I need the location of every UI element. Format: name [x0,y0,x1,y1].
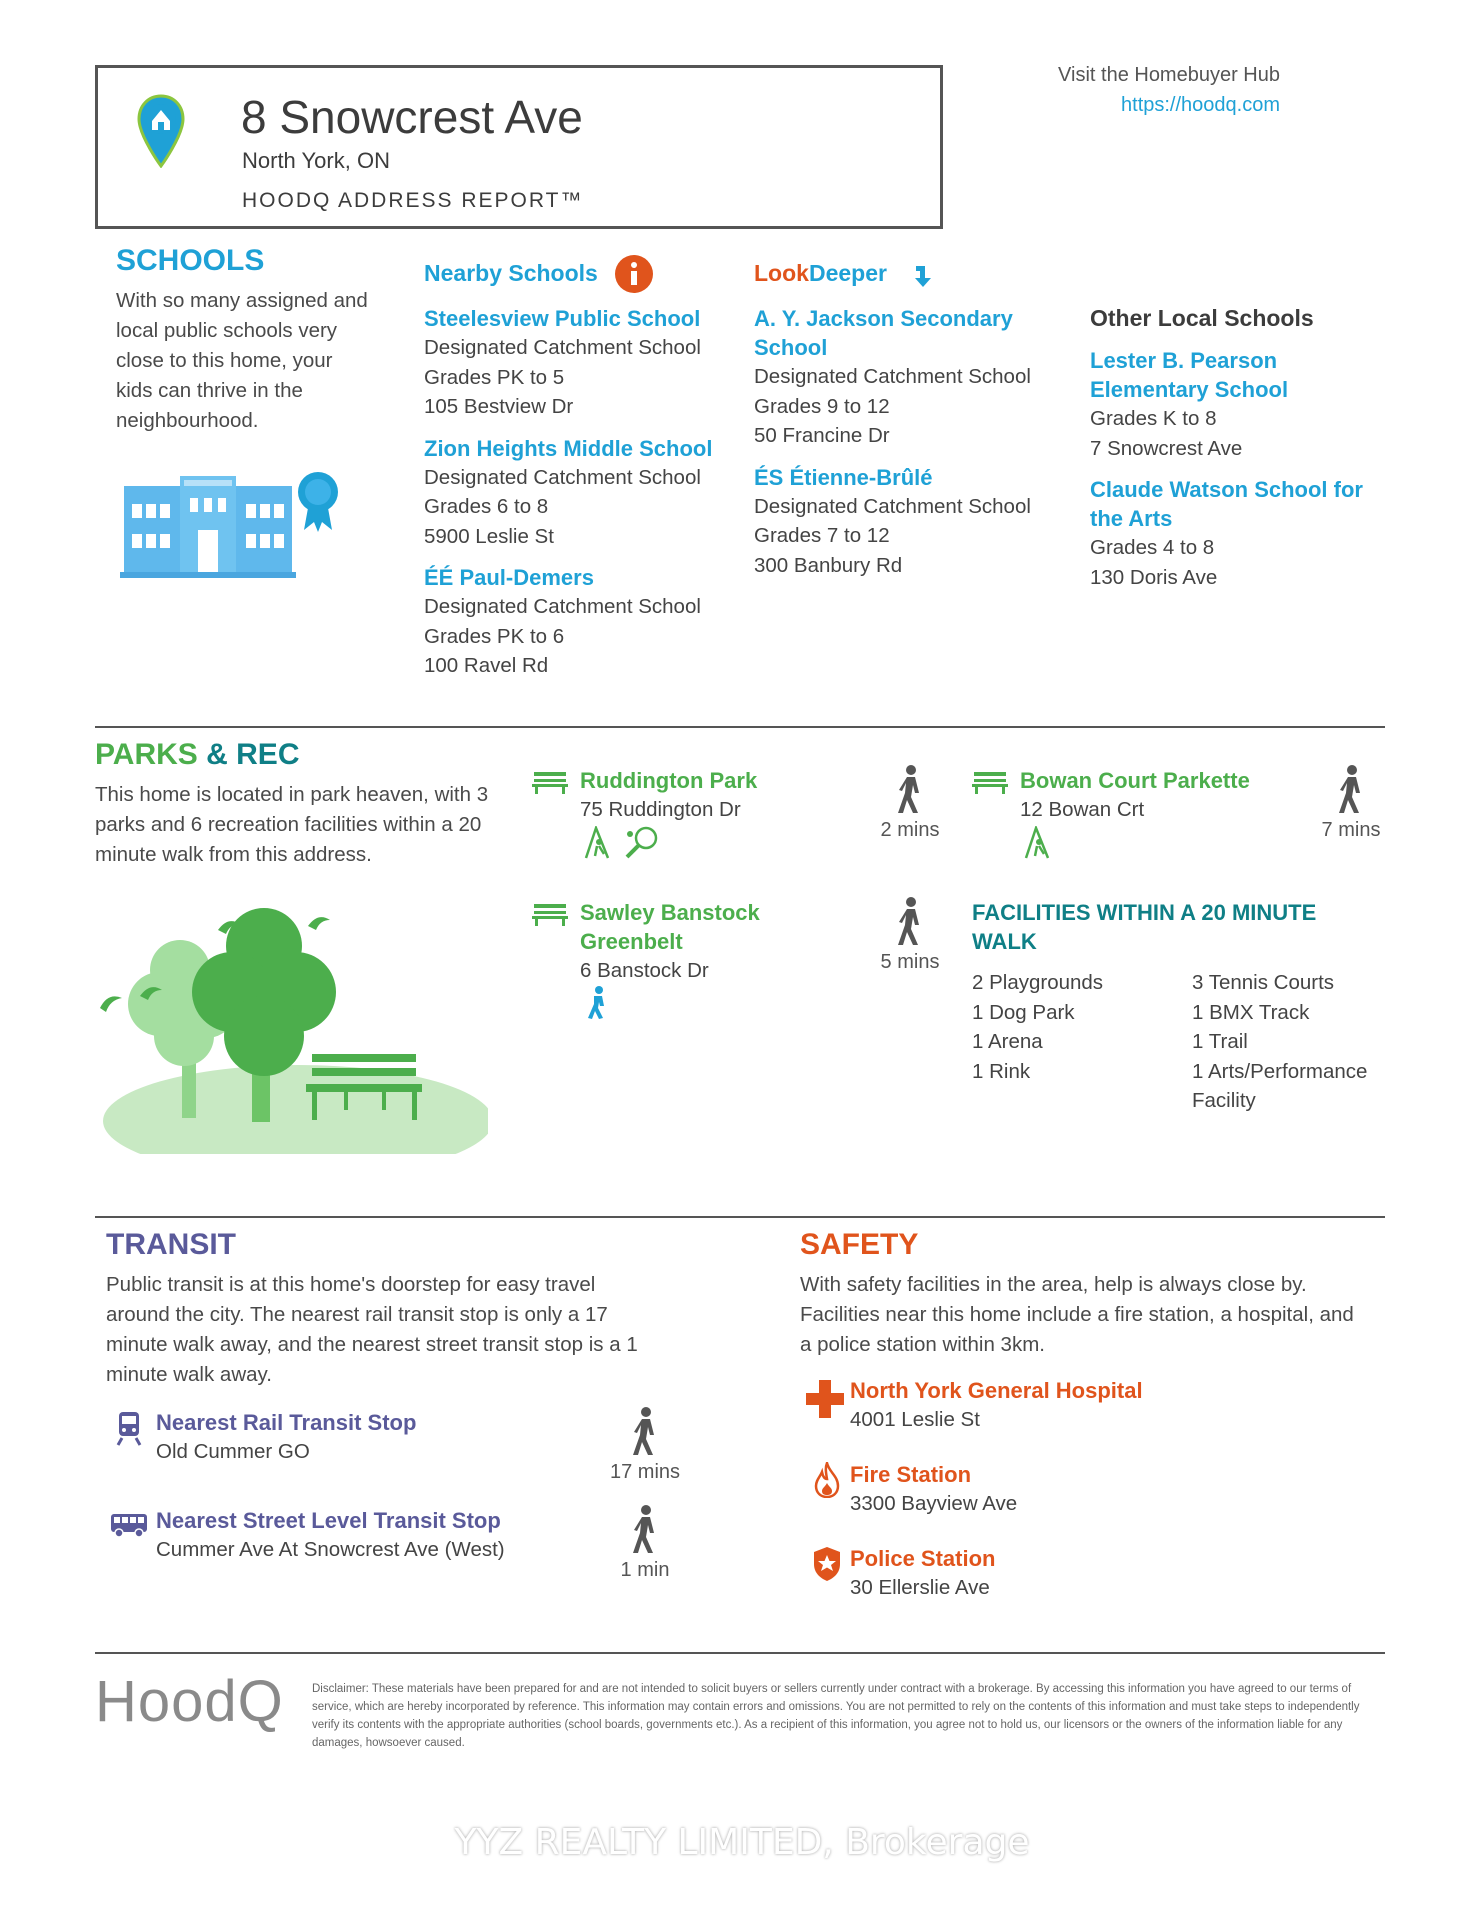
facilities-left-list: 2 Playgrounds 1 Dog Park 1 Arena 1 Rink [972,971,1104,1083]
school-list-col1 [424,304,724,681]
walking-person-icon [894,897,926,947]
schools-heading: SCHOOLS [116,244,265,277]
info-icon[interactable] [614,254,654,294]
report-label: HOODQ ADDRESS REPORT™ [242,189,584,212]
walk-time: 2 mins [865,765,955,842]
school-item[interactable]: ÉÉ Paul-Demers Designated Catchment School Grades PK to 6 100 Ravel Rd [424,565,701,677]
safety-name: Police Station [850,1546,996,1571]
school-item[interactable]: A. Y. Jackson Secondary School Designated Catchment School Grades 9 to 12 50 Francine Dr [754,306,1031,447]
walk-time: 7 mins [1306,765,1396,842]
safety-name: Fire Station [850,1462,972,1487]
hospital-cross-icon [806,1380,844,1418]
tennis-icon [624,826,660,860]
walk-time: 1 min [600,1505,690,1582]
safety-name: North York General Hospital [850,1378,1143,1403]
playground-icon [1024,826,1052,860]
flame-icon [814,1462,840,1498]
bench-icon [972,770,1008,794]
bench-icon [532,902,568,926]
divider [95,1216,1385,1218]
hoodq-logo: HoodQ [95,1669,284,1734]
lookdeeper-heading[interactable]: LookDeeper [754,260,887,286]
park-name: Sawley Banstock [580,900,760,925]
park-address: 12 Bowan Crt [1020,798,1145,821]
park-name: Ruddington Park [580,768,758,793]
divider [95,726,1385,728]
walk-time: 5 mins [865,897,955,974]
bench-icon [532,770,568,794]
nearby-schools-heading: Nearby Schools [424,260,598,286]
safety-address: 4001 Leslie St [850,1408,980,1431]
school-list-col2 [754,304,1064,580]
safety-address: 30 Ellerslie Ave [850,1576,990,1599]
park-name-line2: Greenbelt [580,929,683,954]
transit-intro: Public transit is at this home's doorstep for easy travel around the city. The nearest rail transit stop is only a 17 minute walk away, and the nearest street transit stop is a 1 minute walk away. [106,1273,638,1386]
walking-person-icon [894,765,926,815]
address-header-box [95,65,943,229]
schools-intro: With so many assigned and local public schools very close to this home, your kids can thrive in the neighbourhood. [116,289,368,432]
bus-icon [110,1512,148,1538]
divider [95,1652,1385,1654]
walk-time: 17 mins [600,1407,690,1484]
train-icon [116,1410,142,1446]
school-item[interactable]: Steelesview Public School Designated Catchment School Grades PK to 5 105 Bestview Dr [424,306,701,418]
park-address: 6 Banstock Dr [580,959,709,982]
park-trees-illustration [98,896,488,1154]
watermark: YYZ REALTY LIMITED, Brokerage [454,1822,1030,1863]
walking-person-icon [629,1407,661,1457]
facilities-right-list: 3 Tennis Courts 1 BMX Track 1 Trail 1 Arts/Performance Facility [1192,971,1368,1112]
school-item[interactable]: Lester B. Pearson Elementary School Grades K to 8 7 Snowcrest Ave [1090,348,1289,460]
home-pin-icon [137,94,185,168]
playground-icon [584,826,612,860]
transit-heading: TRANSIT [106,1228,236,1261]
hub-link[interactable]: https://hoodq.com [1121,94,1280,116]
school-list-col3 [1090,346,1380,592]
school-item[interactable]: ÉS Étienne-Brûlé Designated Catchment School Grades 7 to 12 300 Banbury Rd [754,464,1031,577]
parks-heading: PARKS & REC [95,738,300,771]
hub-text: Visit the Homebuyer Hub [1058,64,1280,86]
police-badge-icon [812,1546,842,1582]
address-title: 8 Snowcrest Ave [241,91,583,143]
school-item[interactable]: Zion Heights Middle School Designated Catchment School Grades 6 to 8 5900 Leslie St [424,435,713,548]
disclaimer: Disclaimer: These materials have been prepared for and are not intended to solicit buyers or sellers currently under contract with a brokerage. By accessing this information you have agreed to our terms of service, which are hereby incorporated by reference. This information may contain errors and omissions. You are not permitted to rely on the contents of this information and must take steps to independently verify its contents with the appropriate authorities (school boards, governments etc.). As a recipient of this information, you agree not to hold us, our licensors or the owners of the information liable for any damages, howsoever caused. [312,1683,1360,1749]
walking-person-icon [1335,765,1367,815]
safety-intro: With safety facilities in the area, help is always close by. Facilities near this home include a fire station, a hospital, and a police station within 3km. [800,1273,1354,1356]
school-building-icon [120,464,350,580]
safety-heading: SAFETY [800,1228,919,1261]
street-transit-name: Cummer Ave At Snowcrest Ave (West) [156,1538,505,1561]
trail-runner-icon [586,986,608,1020]
arrow-down-icon [912,264,934,288]
walking-person-icon [629,1505,661,1555]
safety-address: 3300 Bayview Ave [850,1492,1018,1515]
parks-intro: This home is located in park heaven, with 3 parks and 6 recreation facilities within a 20 minute walk from this address. [95,783,489,866]
rail-transit-title: Nearest Rail Transit Stop [156,1410,417,1435]
address-city: North York, ON [242,148,390,173]
park-name: Bowan Court Parkette [1020,768,1250,793]
rail-transit-name: Old Cummer GO [156,1440,310,1463]
park-address: 75 Ruddington Dr [580,798,741,821]
school-item[interactable]: Claude Watson School for the Arts Grades 4 to 8 130 Doris Ave [1090,477,1363,589]
facilities-heading: FACILITIES WITHIN A 20 MINUTE WALK [972,900,1317,954]
street-transit-title: Nearest Street Level Transit Stop [156,1508,501,1533]
other-schools-heading: Other Local Schools [1090,305,1314,331]
